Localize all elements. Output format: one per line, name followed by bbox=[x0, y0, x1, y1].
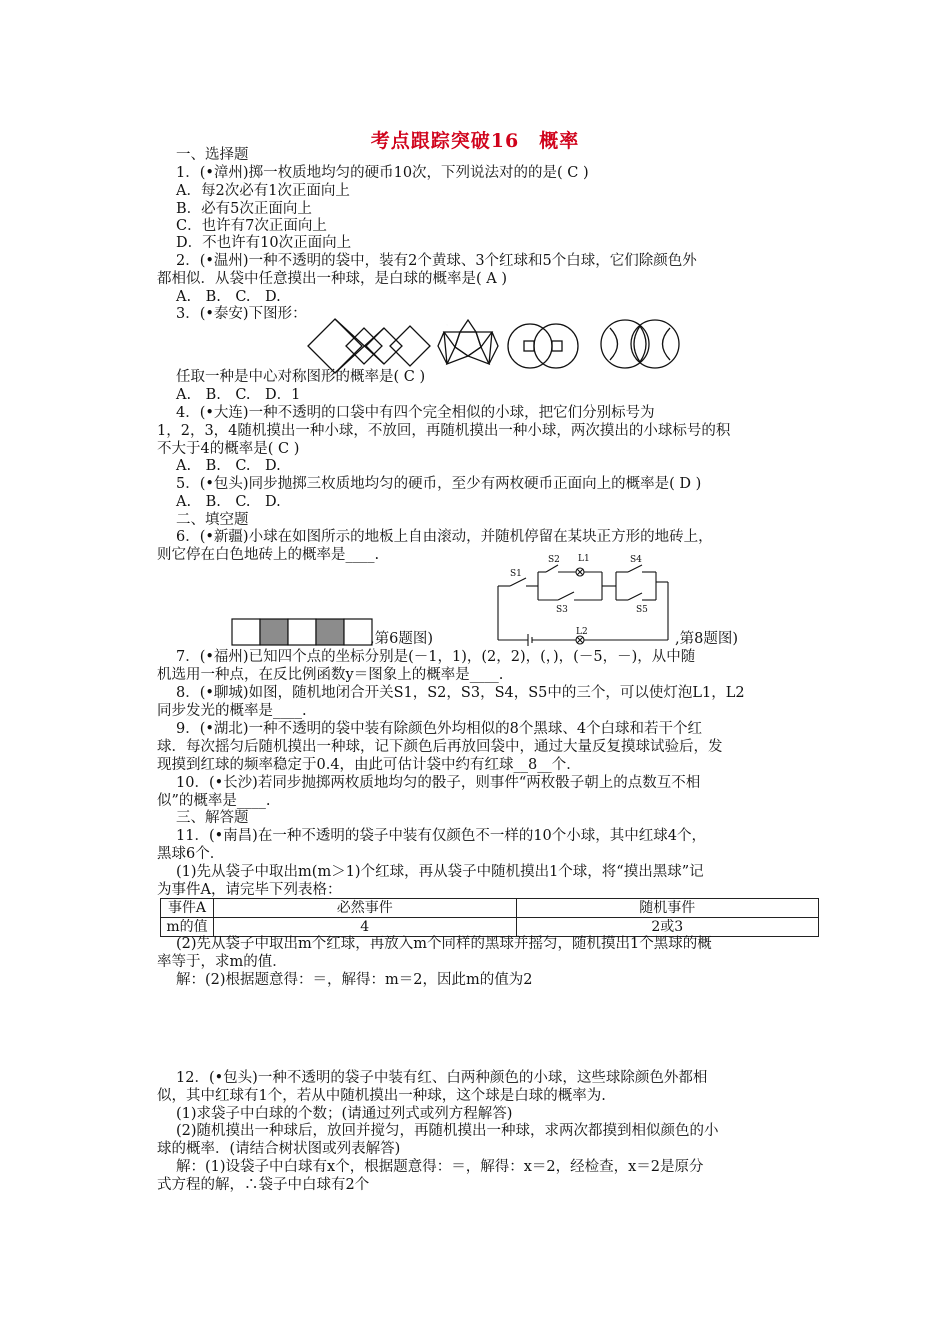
switch-label: S1 bbox=[510, 569, 522, 579]
question-text: (1)先从袋子中取出m(m＞1)个红球，再从袋子中随机摸出1个球，将“摸出黑球”记 bbox=[176, 864, 704, 880]
question-text: 则它停在白色地砖上的概率是____. bbox=[157, 547, 380, 563]
question-9: 9．(•湖北)一种不透明的袋中装有除颜色外均相似的8个黑球、4个白球和若干个红 bbox=[176, 721, 703, 737]
table-header-cell: 随机事件 bbox=[516, 899, 819, 918]
question-text: 机选用一种点，在反比例函数y＝图象上的概率是____. bbox=[157, 667, 504, 683]
question-text: 1，2，3，4随机摸出一种小球，不放回，再随机摸出一种小球，两次摸出的小球标号的积 bbox=[157, 423, 731, 439]
question-5: 5．(•包头)同步抛掷三枚质地均匀的硬币，至少有两枚硬币正面向上的概率是( D ) bbox=[176, 476, 702, 492]
option-line: A. B. C. D. bbox=[176, 289, 281, 305]
double-circle-figure bbox=[601, 320, 679, 368]
table-row bbox=[161, 918, 819, 937]
question-3: 3．(•泰安)下图形： bbox=[176, 306, 307, 322]
table-cell: 2或3 bbox=[516, 918, 819, 937]
table-header-cell: 事件A bbox=[161, 899, 214, 918]
circuit-diagram bbox=[490, 550, 675, 648]
question-text: 为事件A，请完毕下列表格： bbox=[157, 882, 342, 898]
question-10: 10．(•长沙)若同步抛掷两枚质地均匀的骰子，则事件“两枚骰子朝上的点数互不相 bbox=[176, 775, 701, 791]
lamp-label: L2 bbox=[576, 627, 588, 637]
question-text: 似，其中红球有1个，若从中随机摸出一种球，这个球是白球的概率为. bbox=[157, 1088, 606, 1104]
question-text: 球的概率．(请结合树状图或列表解答) bbox=[157, 1141, 401, 1157]
lamp-label: L1 bbox=[578, 554, 590, 564]
question-text: 都相似．从袋中任意摸出一种球，是白球的概率是( A ) bbox=[157, 271, 508, 287]
table-cell: m的值 bbox=[161, 918, 214, 937]
figure-6-caption: ,第6题图) bbox=[370, 631, 433, 647]
question-text: 球．每次摇匀后随机摸出一种球，记下颜色后再放回袋中，通过大量反复摸球试验后，发 bbox=[157, 739, 723, 755]
question-text: (2)随机摸出一种球后，放回并搅匀，再随机摸出一种球，求两次都摸到相似颜色的小 bbox=[176, 1123, 719, 1139]
question-text: 黑球6个． bbox=[157, 846, 225, 862]
switch-label: S2 bbox=[548, 555, 560, 565]
question-text: 任取一种是中心对称图形的概率是( C ) bbox=[176, 369, 426, 385]
answer-line: 解：(2)根据题意得：＝，解得：m＝2，因此m的值为2 bbox=[176, 972, 533, 988]
question-text: (1)求袋子中白球的个数；(请通过列式或列方程解答) bbox=[176, 1106, 513, 1122]
option-line: A. B. C. D．1 bbox=[176, 387, 301, 403]
table-row bbox=[161, 899, 819, 918]
pentagon-ring-figure bbox=[438, 320, 498, 364]
option-line: D．不也许有10次正面向上 bbox=[176, 235, 352, 251]
question-1: 1．(•漳州)掷一枚质地均匀的硬币10次，下列说法对的的是( C ) bbox=[176, 165, 589, 181]
question-text: 同步发光的概率是____. bbox=[157, 703, 307, 719]
question-12: 12．(•包头)一种不透明的袋子中装有红、白两种颜色的小球，这些球除颜色外都相 bbox=[176, 1070, 708, 1086]
white-tile bbox=[288, 619, 316, 645]
question-11: 11．(•南昌)在一种不透明的袋子中装有仅颜色不一样的10个小球，其中红球4个， bbox=[176, 828, 706, 844]
answer-line: 解：(1)设袋子中白球有x个，根据题意得：＝，解得：x＝2，经检查，x＝2是原分 bbox=[176, 1159, 704, 1175]
section-heading: 三、解答题 bbox=[176, 810, 249, 826]
option-line: B．必有5次正面向上 bbox=[176, 201, 312, 217]
question-text: 现摸到红球的频率稳定于0.4，由此可估计袋中约有红球__8__个． bbox=[157, 757, 581, 773]
gray-tile bbox=[316, 619, 344, 645]
coin-circles-figure bbox=[508, 324, 578, 368]
question-8: 8．(•聊城)如图，随机地闭合开关S1，S2，S3，S4，S5中的三个，可以使灯泡L1，L2 bbox=[176, 685, 745, 701]
switch-label: S3 bbox=[556, 605, 568, 615]
figure-8-caption: ,第8题图) bbox=[675, 631, 738, 647]
page-title: 考点跟踪突破16 概率 bbox=[370, 130, 580, 152]
floor-tiles-figure bbox=[231, 618, 373, 646]
option-line: A. B. C. D. bbox=[176, 494, 281, 510]
table-header-cell: 必然事件 bbox=[214, 899, 517, 918]
question-text: 率等于，求m的值． bbox=[157, 954, 287, 970]
switch-label: S5 bbox=[636, 605, 648, 615]
white-tile bbox=[232, 619, 260, 645]
question-3-figures bbox=[300, 314, 700, 376]
question-2: 2．(•温州)一种不透明的袋中，装有2个黄球、3个红球和5个白球，它们除颜色外 bbox=[176, 253, 697, 269]
switch-label: S4 bbox=[630, 555, 642, 565]
table-cell: 4 bbox=[214, 918, 517, 937]
question-7: 7．(•福州)已知四个点的坐标分别是(－1，1)，(2，2)，(，)，(－5，－)，从中随 bbox=[176, 649, 696, 665]
section-heading: 二、填空题 bbox=[176, 512, 249, 528]
event-table bbox=[160, 898, 819, 937]
white-tile bbox=[344, 619, 372, 645]
section-heading: 一、选择题 bbox=[176, 147, 249, 163]
question-text: 似”的概率是____. bbox=[157, 793, 271, 809]
option-line: C．也许有7次正面向上 bbox=[176, 218, 327, 234]
question-text: (2)先从袋子中取出m个红球，再放入m个同样的黑球并摇匀，随机摸出1个黑球的概 bbox=[176, 936, 712, 952]
question-text: 不大于4的概率是( C ) bbox=[157, 441, 300, 457]
question-4: 4．(•大连)一种不透明的口袋中有四个完全相似的小球，把它们分别标号为 bbox=[176, 405, 655, 421]
question-6: 6．(•新疆)小球在如图所示的地板上自由滚动，并随机停留在某块正方形的地砖上， bbox=[176, 529, 713, 545]
option-line: A. B. C. D. bbox=[176, 458, 281, 474]
option-line: A．每2次必有1次正面向上 bbox=[176, 183, 350, 199]
interlocked-diamonds-figure bbox=[308, 319, 430, 373]
answer-line: 式方程的解，∴袋子中白球有2个 bbox=[157, 1177, 370, 1193]
gray-tile bbox=[260, 619, 288, 645]
